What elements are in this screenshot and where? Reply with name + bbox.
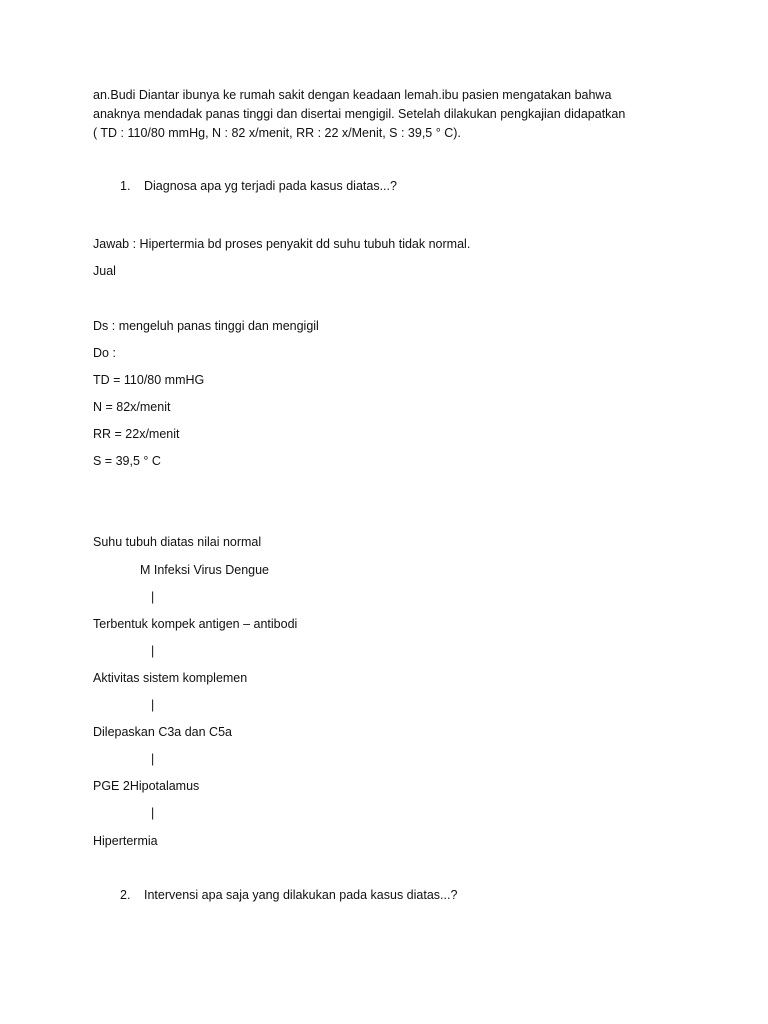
question-2-text: Intervensi apa saja yang dilakukan pada kasus diatas...? [144, 888, 458, 902]
answer-jual: Jual [93, 264, 116, 278]
pathway-separator: | [151, 590, 155, 604]
pathway-separator: | [151, 806, 155, 820]
question-1-number: 1. [120, 179, 131, 193]
pathway-step-1: M Infeksi Virus Dengue [140, 563, 269, 577]
question-2 [120, 886, 457, 904]
pathway-separator: | [151, 752, 155, 766]
intro-line-1: an.Budi Diantar ibunya ke rumah sakit dengan keadaan lemah.ibu pasien mengatakan bahwa [93, 88, 612, 102]
answer-ds: Ds : mengeluh panas tinggi dan mengigil [93, 319, 319, 333]
answer-s: S = 39,5 ° C [93, 454, 161, 468]
answer-rr: RR = 22x/menit [93, 427, 180, 441]
answer-n: N = 82x/menit [93, 400, 171, 414]
intro-line-2: anaknya mendadak panas tinggi dan disertai mengigil. Setelah dilakukan pengkajian didapatkan [93, 107, 626, 121]
pathway-step-3: Aktivitas sistem komplemen [93, 671, 248, 685]
intro-line-3: ( TD : 110/80 mmHg, N : 82 x/menit, RR : 22 x/Menit, S : 39,5 ° C). [93, 126, 461, 140]
pathway-step-5: PGE 2Hipotalamus [93, 779, 200, 793]
question-1-text: Diagnosa apa yg terjadi pada kasus diatas...? [144, 179, 397, 193]
answer-td: TD = 110/80 mmHG [93, 373, 205, 387]
pathway-step-4: Dilepaskan C3a dan C5a [93, 725, 232, 739]
pathway-separator: | [151, 698, 155, 712]
answer-do: Do : [93, 346, 116, 360]
question-2-number: 2. [120, 888, 131, 902]
question-1 [120, 177, 397, 195]
pathway-separator: | [151, 644, 155, 658]
pathway-title: Suhu tubuh diatas nilai normal [93, 535, 262, 549]
pathway-step-2: Terbentuk kompek antigen – antibodi [93, 617, 298, 631]
answer-jawab: Jawab : Hipertermia bd proses penyakit dd suhu tubuh tidak normal. [93, 237, 471, 251]
pathway-step-6: Hipertermia [93, 834, 158, 848]
